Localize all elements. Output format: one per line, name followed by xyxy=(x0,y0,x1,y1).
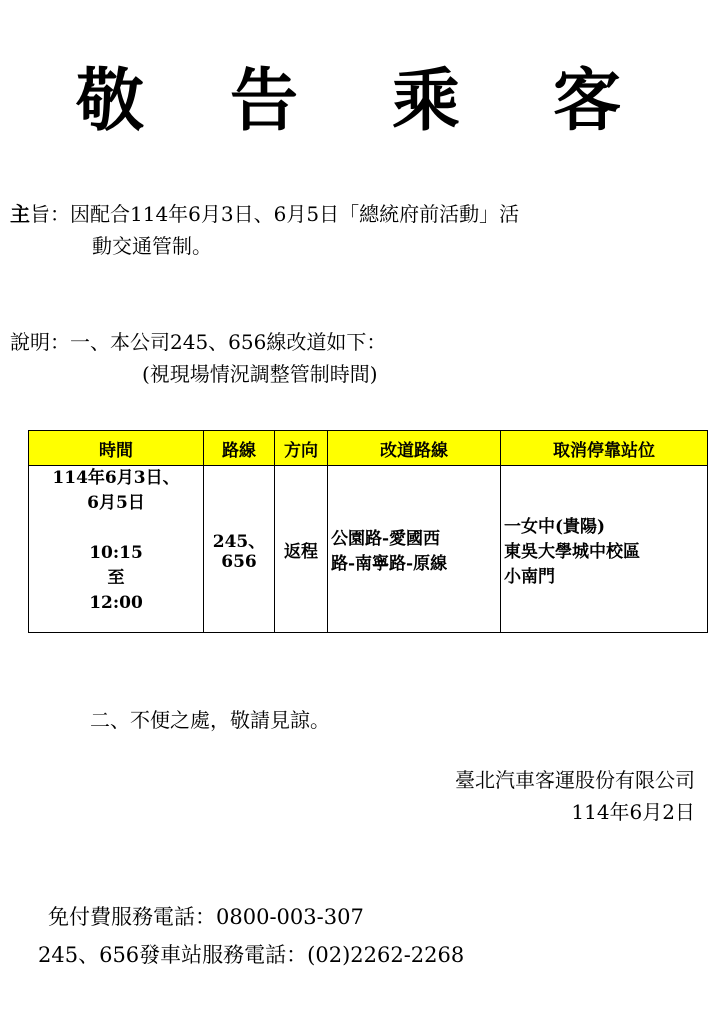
company-name: 臺北汽車客運股份有限公司 xyxy=(455,768,695,792)
title-char-4: 客 xyxy=(553,62,622,141)
time-line: 12:00 xyxy=(89,593,143,613)
subject-paragraph xyxy=(10,198,519,262)
apology-text: 二、不便之處，敬請見諒。 xyxy=(90,708,330,732)
company-signature xyxy=(455,764,695,828)
time-line: 至 xyxy=(107,568,125,588)
table-row xyxy=(29,466,708,633)
route-line: 656 xyxy=(221,551,257,572)
header-direction: 方向 xyxy=(275,431,328,466)
description-line2: (視現場情況調整管制時間) xyxy=(142,362,378,386)
header-time: 時間 xyxy=(29,431,204,466)
depot-phone: 245、656發車站服務電話：(02)2262-2268 xyxy=(38,943,465,967)
time-line: 114年6月3日、 xyxy=(52,468,180,488)
cancelled-stop: 小南門 xyxy=(504,566,555,587)
cell-time xyxy=(29,466,204,633)
subject-label: 主 xyxy=(10,202,30,226)
cell-route xyxy=(204,466,275,633)
title-char-2: 告 xyxy=(230,62,299,141)
cell-cancelled-stops xyxy=(501,466,708,633)
time-line: 6月5日 xyxy=(87,493,145,513)
cell-direction: 返程 xyxy=(275,466,328,633)
table-header-row xyxy=(29,431,708,466)
description-paragraph xyxy=(10,326,386,390)
time-spacer xyxy=(32,516,200,541)
toll-free-phone: 免付費服務電話：0800-003-307 xyxy=(48,905,364,929)
service-phones xyxy=(38,898,464,974)
cell-detour xyxy=(328,466,501,633)
notice-title xyxy=(0,62,709,142)
header-detour: 改道路線 xyxy=(328,431,501,466)
route-line: 245、 xyxy=(212,531,266,552)
description-line1: 說明：一、本公司245、656線改道如下： xyxy=(10,330,387,354)
notice-date: 114年6月2日 xyxy=(571,800,695,824)
detour-line: 路-南寧路-原線 xyxy=(331,554,448,574)
time-line: 10:15 xyxy=(89,543,143,563)
header-cancelled-stops: 取消停靠站位 xyxy=(501,431,708,466)
cancelled-stop: 東吳大學城中校區 xyxy=(504,541,640,562)
title-char-1: 敬 xyxy=(76,62,145,141)
title-char-3: 乘 xyxy=(392,62,461,141)
detour-line: 公園路-愛國西 xyxy=(331,529,441,549)
detour-table xyxy=(28,430,708,633)
subject-text: 旨：因配合114年6月3日、6月5日「總統府前活動」活 xyxy=(30,202,520,226)
header-route: 路線 xyxy=(204,431,275,466)
subject-text-line2: 動交通管制。 xyxy=(92,234,212,258)
cancelled-stop: 一女中(貴陽) xyxy=(504,516,606,537)
